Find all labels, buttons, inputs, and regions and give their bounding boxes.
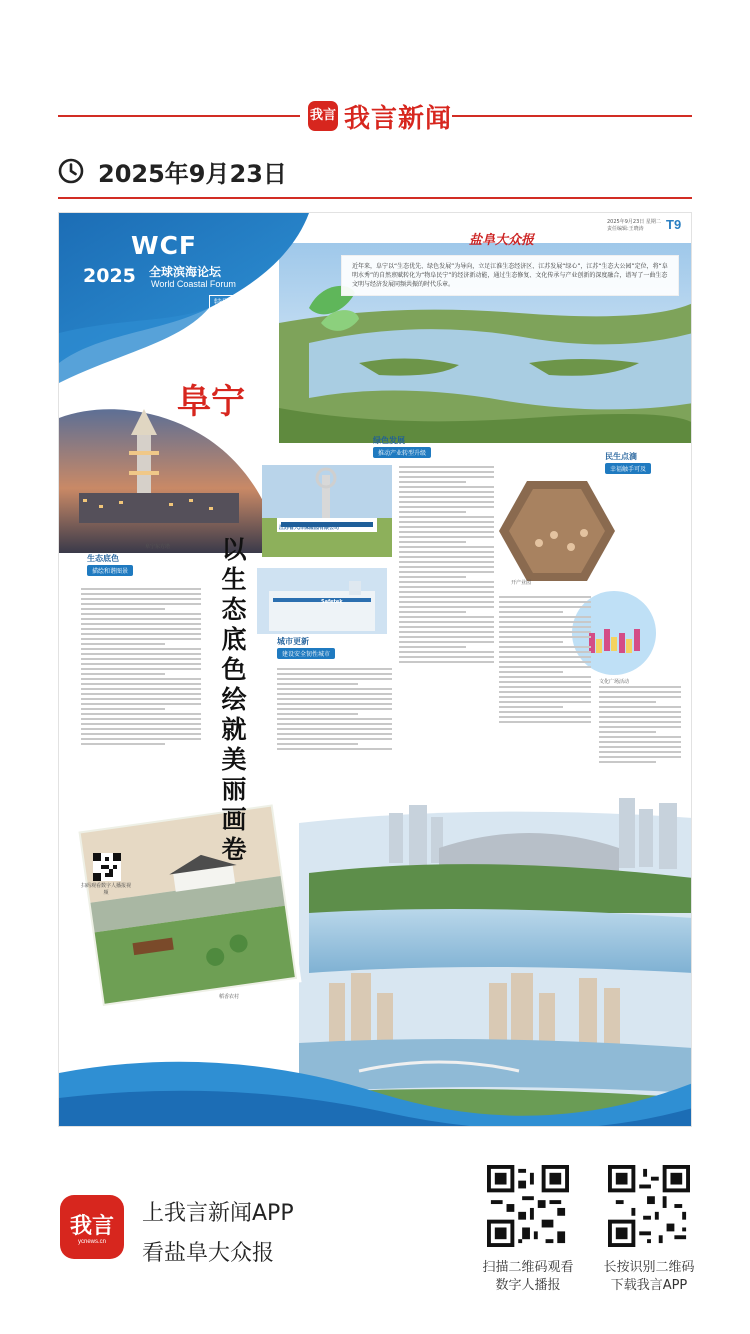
section-eco-tag: 描绘和谐图景 — [87, 565, 133, 576]
forum-subtitle: World Coastal Forum — [151, 279, 236, 289]
dance-caption: 文化广场活动 — [599, 679, 630, 685]
publish-date: 2025年9月23日 — [98, 160, 287, 188]
qr2-caption — [589, 1259, 709, 1295]
app-logo-url: ycnews.cn — [77, 1239, 106, 1245]
page-info: 2025年9月23日 星期二 责任编辑:王晓涛 — [607, 219, 661, 232]
mall-caption: 开产业园 — [511, 580, 532, 586]
section-green-title: 绿色发展 — [373, 436, 405, 445]
footer-line-paper: 看盐阜大众报 — [142, 1241, 275, 1266]
page-qr-code-icon[interactable] — [93, 853, 121, 881]
forum-title: 全球滨海论坛 — [149, 265, 222, 279]
tower-night-photo — [59, 409, 264, 553]
brand-logo-icon: 我言 — [308, 101, 338, 131]
factory-brand-text: Safetek — [321, 599, 343, 605]
article-column-city — [277, 665, 392, 800]
factory-gate-photo — [262, 465, 392, 557]
riverside-city-photo — [299, 798, 692, 1127]
digital-anchor-qr-code-icon[interactable] — [487, 1165, 569, 1247]
city-name: 阜宁 — [177, 382, 245, 422]
section-city-title: 城市更新 — [277, 637, 309, 646]
special-report-badge: 特别报道 — [209, 295, 251, 310]
qr2-caption-line2: 下载我言APP — [610, 1278, 688, 1293]
village-caption: 稻香农村 — [219, 994, 240, 1000]
intro-text: 近年来，阜宁以“生态优先、绿色发展”为导向，立足江淮生态经济区、江苏发展“绿心”，江苏“生态大公园”定位，将“阜明水秀”的自然禀赋转化为“物阜民宁”的经济新动能，通过生态修复、文化传承与产业创新的深度融合，谱写了一曲生态文明与经济发展同频共振的时代乐章。 — [341, 255, 679, 296]
section-life-title: 民生点滴 — [605, 452, 637, 461]
download-app-qr-code-icon[interactable] — [608, 1165, 690, 1247]
forum-year: 2025 — [83, 265, 136, 287]
qr1-caption-line2: 数字人播报 — [495, 1278, 561, 1293]
brand-header — [0, 95, 750, 135]
article-column-life — [499, 593, 591, 803]
article-column-eco — [81, 585, 201, 845]
brand-divider-left — [58, 115, 300, 117]
app-logo-char: 我言 — [69, 1213, 114, 1239]
headline: 以生态底色绘就美丽画卷 — [221, 535, 247, 864]
qr1-caption-line1: 扫描二维码观看 — [482, 1260, 574, 1275]
app-logo-icon[interactable] — [60, 1195, 124, 1259]
article-column-right — [599, 683, 681, 808]
clock-icon — [58, 158, 84, 184]
tower-caption: 阜宁东方塔 — [145, 544, 171, 550]
factory-sign-text: 江苏省大洋保险园有限公司 — [279, 525, 340, 531]
article-column-green — [399, 463, 494, 793]
section-green-tag: 推动产业转型升级 — [373, 447, 431, 458]
section-eco-title: 生态底色 — [87, 554, 119, 563]
section-city-tag: 建设安全韧性城市 — [277, 648, 335, 659]
section-life-tag: 幸福触手可及 — [605, 463, 651, 474]
paper-brand: 盐阜大众报 — [469, 233, 535, 248]
footer-line-app: 上我言新闻APP — [142, 1201, 294, 1226]
page-qr-caption: 扫码观看数字人播报视频 — [81, 883, 132, 896]
brand-divider-right — [452, 115, 692, 117]
brand-name: 我言新闻 — [344, 104, 453, 134]
newspaper-page[interactable] — [58, 212, 692, 1127]
qr1-caption — [468, 1259, 588, 1295]
qr2-caption-line1: 长按识别二维码 — [603, 1260, 695, 1275]
page-number: T9 — [666, 217, 682, 232]
wcf-logo: WCF — [131, 231, 198, 260]
date-divider — [58, 197, 692, 199]
